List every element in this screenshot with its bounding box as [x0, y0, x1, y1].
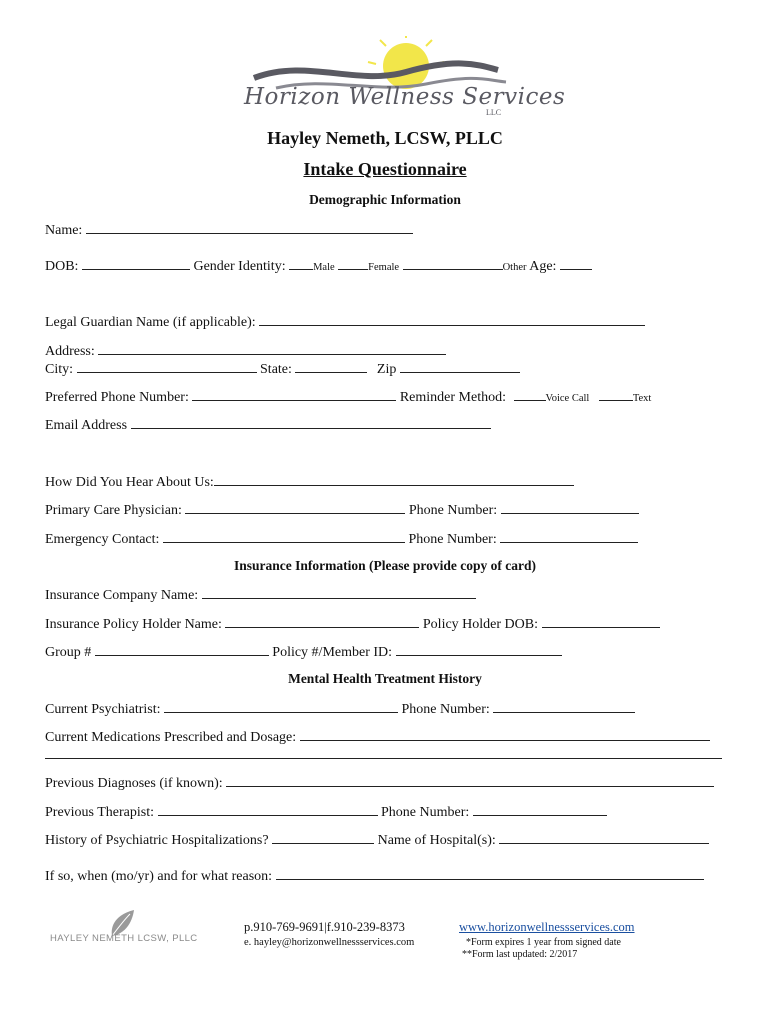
- logo-wordmark: Horizon Wellness Services: [244, 84, 566, 110]
- dob-field[interactable]: [82, 257, 190, 270]
- pcp-field[interactable]: [185, 501, 405, 514]
- footer-expires-note: *Form expires 1 year from signed date: [466, 937, 621, 948]
- policy-holder-label: Insurance Policy Holder Name:: [45, 617, 222, 632]
- reminder-label: Reminder Method:: [399, 390, 506, 405]
- diagnoses-row: [45, 774, 714, 792]
- text-field[interactable]: [599, 388, 633, 401]
- address-row: [45, 342, 446, 360]
- age-field[interactable]: [560, 257, 592, 270]
- psychiatrist-row: [45, 700, 635, 718]
- section-mental-health: Mental Health Treatment History: [288, 671, 482, 686]
- practice-name: Hayley Nemeth, LCSW, PLLC: [267, 128, 503, 148]
- section-insurance: Insurance Information (Please provide copy of card): [234, 558, 536, 573]
- psychiatrist-phone-label: Phone Number:: [401, 702, 490, 717]
- preferred-phone-label: Preferred Phone Number:: [45, 390, 189, 405]
- zip-label: Zip: [376, 362, 397, 377]
- emergency-label: Emergency Contact:: [45, 532, 160, 547]
- guardian-row: [45, 313, 645, 331]
- how-hear-row: [45, 473, 574, 491]
- male-field[interactable]: [289, 257, 313, 270]
- footer-practice-name: HAYLEY NEMETH LCSW, PLLC: [50, 933, 198, 944]
- female-label: Female: [368, 262, 400, 273]
- therapist-field[interactable]: [158, 803, 378, 816]
- voice-call-label: Voice Call: [545, 393, 590, 404]
- diagnoses-field[interactable]: [226, 774, 714, 787]
- hospitalization-row: [45, 831, 709, 849]
- address-field[interactable]: [98, 342, 446, 355]
- horizon-wellness-logo: [236, 36, 566, 124]
- insurance-company-field[interactable]: [202, 586, 476, 599]
- how-hear-label: How Did You Hear About Us:: [45, 475, 214, 490]
- pcp-label: Primary Care Physician:: [45, 503, 182, 518]
- hospital-name-label: Name of Hospital(s):: [377, 833, 496, 848]
- city-field[interactable]: [77, 360, 257, 373]
- psychiatrist-phone-field[interactable]: [493, 700, 635, 713]
- emergency-row: [45, 530, 638, 548]
- city-row: [45, 360, 520, 378]
- pcp-phone-label: Phone Number:: [408, 503, 498, 518]
- guardian-label: Legal Guardian Name (if applicable):: [45, 315, 256, 330]
- insurance-company-label: Insurance Company Name:: [45, 588, 199, 603]
- meds-field[interactable]: [300, 728, 710, 741]
- age-label: Age:: [529, 259, 557, 274]
- meds-label: Current Medications Prescribed and Dosage:: [45, 730, 297, 745]
- zip-field[interactable]: [400, 360, 520, 373]
- emergency-field[interactable]: [163, 530, 405, 543]
- group-label: Group #: [45, 645, 92, 660]
- voice-call-field[interactable]: [514, 388, 546, 401]
- emergency-phone-label: Phone Number:: [408, 532, 497, 547]
- when-reason-row: [45, 867, 704, 885]
- female-field[interactable]: [338, 257, 368, 270]
- text-label: Text: [632, 393, 652, 404]
- other-label: Other: [502, 262, 527, 273]
- email-row: [45, 416, 491, 434]
- hospital-name-field[interactable]: [499, 831, 709, 844]
- therapist-label: Previous Therapist:: [45, 805, 155, 820]
- policy-holder-row: [45, 615, 660, 633]
- meds-field-line2[interactable]: [45, 746, 722, 759]
- email-label: Email Address: [45, 418, 128, 433]
- policy-holder-dob-label: Policy Holder DOB:: [422, 617, 538, 632]
- group-field[interactable]: [95, 643, 269, 656]
- psychiatrist-label: Current Psychiatrist:: [45, 702, 161, 717]
- email-field[interactable]: [131, 416, 491, 429]
- gender-label: Gender Identity:: [193, 259, 286, 274]
- state-field[interactable]: [295, 360, 367, 373]
- hospitalization-label: History of Psychiatric Hospitalizations?: [45, 833, 269, 848]
- therapist-phone-field[interactable]: [473, 803, 607, 816]
- name-label: Name:: [45, 223, 83, 238]
- meds-row: [45, 728, 710, 746]
- phone-row: [45, 388, 651, 406]
- city-label: City:: [45, 362, 74, 377]
- form-title: Intake Questionnaire: [303, 159, 467, 179]
- policy-id-field[interactable]: [396, 643, 562, 656]
- state-label: State:: [260, 362, 292, 377]
- other-field[interactable]: [403, 257, 503, 270]
- name-field[interactable]: [86, 221, 413, 234]
- sun-horizon-icon: [236, 36, 526, 124]
- footer-email[interactable]: e. hayley@horizonwellnessservices.com: [244, 937, 415, 948]
- when-reason-label: If so, when (mo/yr) and for what reason:: [45, 869, 273, 884]
- group-row: [45, 643, 562, 661]
- psychiatrist-field[interactable]: [164, 700, 398, 713]
- footer-website-link[interactable]: www.horizonwellnessservices.com: [459, 920, 635, 934]
- name-row: [45, 221, 413, 239]
- preferred-phone-field[interactable]: [192, 388, 396, 401]
- footer-updated-note: **Form last updated: 2/2017: [462, 949, 578, 960]
- policy-id-label: Policy #/Member ID:: [272, 645, 393, 660]
- policy-holder-field[interactable]: [225, 615, 419, 628]
- insurance-company-row: [45, 586, 476, 604]
- footer-phone-fax: p.910-769-9691|f.910-239-8373: [244, 920, 405, 934]
- guardian-field[interactable]: [259, 313, 645, 326]
- pcp-row: [45, 501, 639, 519]
- dob-label: DOB:: [45, 259, 79, 274]
- how-hear-field[interactable]: [214, 473, 574, 486]
- therapist-row: [45, 803, 607, 821]
- dob-gender-row: [45, 257, 592, 275]
- male-label: Male: [313, 262, 335, 273]
- address-label: Address:: [45, 344, 95, 359]
- hospitalization-field[interactable]: [272, 831, 374, 844]
- when-reason-field[interactable]: [276, 867, 704, 880]
- diagnoses-label: Previous Diagnoses (if known):: [45, 776, 223, 791]
- section-demographic: Demographic Information: [309, 192, 461, 207]
- emergency-phone-field[interactable]: [500, 530, 638, 543]
- policy-holder-dob-field[interactable]: [542, 615, 660, 628]
- logo-llc: LLC: [486, 108, 502, 117]
- pcp-phone-field[interactable]: [501, 501, 639, 514]
- therapist-phone-label: Phone Number:: [381, 805, 470, 820]
